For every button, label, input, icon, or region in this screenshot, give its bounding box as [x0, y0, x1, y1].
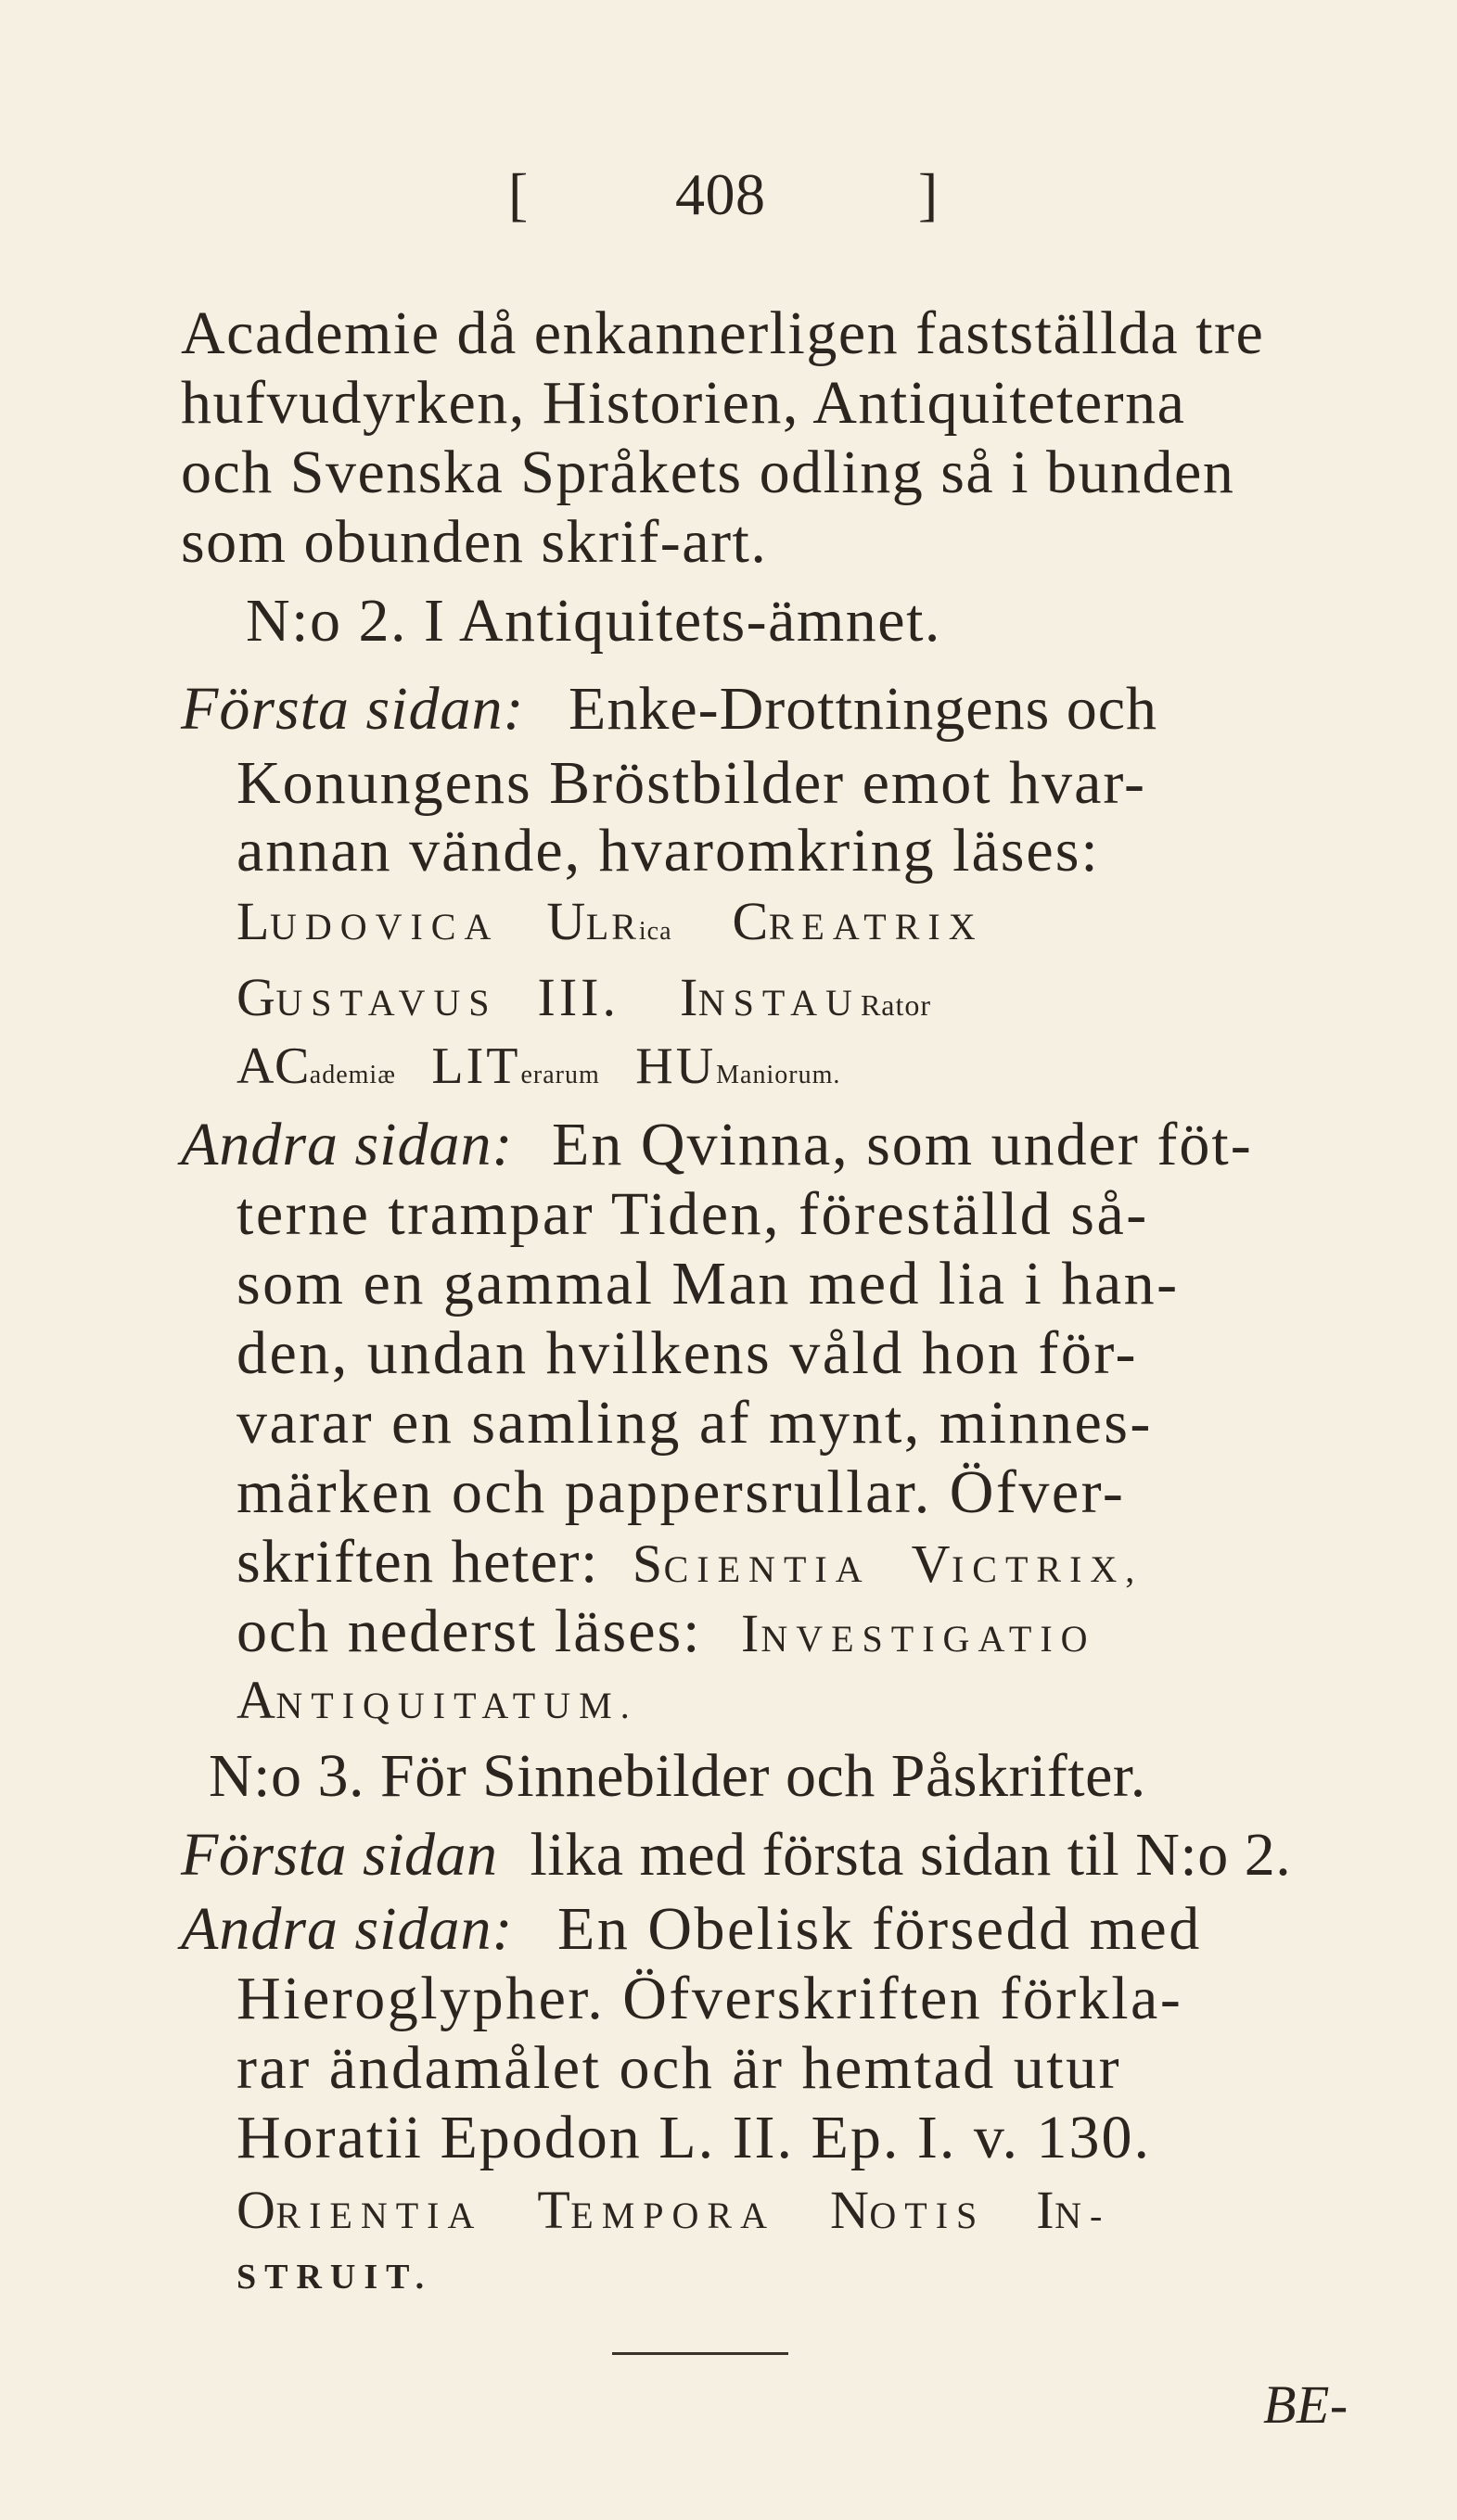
quotation-word: N-	[1054, 2195, 1111, 2236]
inscription-word: REATRIX	[768, 906, 984, 948]
quotation-word: O	[236, 2180, 276, 2240]
inscription-word: V	[911, 1534, 952, 1594]
text-line	[236, 1528, 1144, 1596]
side-label: Första sidan:	[181, 675, 525, 743]
inscription-word: I	[679, 967, 698, 1027]
inscription-word: erarum	[520, 1061, 600, 1089]
text-line: Horatii Epodon L. II. Ep. I. v. 130.	[236, 2104, 1152, 2171]
inscription-word: C	[732, 891, 769, 951]
text-line: som obunden skrif-art.	[181, 508, 768, 576]
section-heading-no3: N:o 3. För Sinnebilder och Påskrifter.	[209, 1742, 1146, 1810]
text-line: annan vände, hvaromkring läses:	[236, 817, 1100, 885]
text-line: och Svenska Språkets odling så i bunden	[181, 439, 1235, 506]
inscription-word: ICTRIX,	[951, 1548, 1144, 1590]
header-bracket-open: [	[508, 161, 529, 227]
text-line: den, undan hvilkens våld hon för-	[236, 1319, 1138, 1387]
text-run: lika med första sidan til N:o 2.	[530, 1821, 1292, 1889]
text-line: Konungens Bröstbilder emot hvar-	[236, 749, 1147, 817]
side-label: Andra sidan:	[181, 1895, 514, 1963]
quotation-word: T	[537, 2180, 571, 2240]
text-run: En Obelisk försedd med	[557, 1895, 1202, 1963]
inscription-word: UDOVICA	[269, 906, 500, 948]
inscription-word: I	[741, 1603, 761, 1663]
quotation-line-2: STRUIT.	[236, 2258, 433, 2297]
inscription-word: U	[546, 891, 586, 951]
text-line-forsta-sidan	[181, 1821, 1292, 1889]
inscription-word: Maniorum.	[716, 1061, 841, 1089]
text-line: Academie då enkannerligen fastställda tre	[181, 299, 1265, 367]
inscription-line-3	[236, 1037, 841, 1095]
text-line: varar en samling af mynt, minnes-	[236, 1389, 1153, 1457]
inscription-word: NSTAU	[697, 982, 861, 1024]
text-line-andra-sidan	[181, 1895, 1202, 1963]
quotation-word: N	[830, 2180, 870, 2240]
text-line: terne trampar Tiden, föreställd så-	[236, 1180, 1149, 1248]
inscription-word: S	[632, 1534, 664, 1594]
inscription-word: G	[236, 967, 276, 1027]
inscription-line-1	[236, 891, 984, 951]
text-line	[236, 1597, 1096, 1665]
inscription-word: USTAVUS	[275, 982, 498, 1024]
inscription-word: AC	[236, 1037, 310, 1095]
inscription-word: L	[236, 891, 270, 951]
text-line-forsta-sidan	[181, 675, 1158, 743]
text-line	[236, 1670, 638, 1730]
inscription-word: HU	[635, 1037, 717, 1095]
side-label: Första sidan	[181, 1821, 498, 1889]
inscription-word: NVESTIGATIO	[760, 1618, 1096, 1660]
quotation-line-1	[236, 2180, 1111, 2240]
inscription-word: ica	[638, 917, 672, 946]
horizontal-rule	[612, 2352, 788, 2355]
quotation-word: RIENTIA	[275, 2195, 483, 2236]
catchword: BE-	[1263, 2374, 1348, 2435]
text-line: rar ändamålet och är hemtad utur	[236, 2034, 1122, 2102]
inscription-word: III.	[537, 967, 620, 1027]
text-run: Enke-Drottningens och	[569, 675, 1158, 743]
text-line: som en gammal Man med lia i han-	[236, 1250, 1180, 1317]
inscription-word: CIENTIA	[663, 1548, 871, 1590]
side-label: Andra sidan:	[181, 1111, 514, 1178]
inscription-word: Rator	[860, 988, 932, 1022]
quotation-word: EMPORA	[570, 2195, 775, 2236]
text-run: och nederst läses:	[236, 1597, 702, 1665]
inscription-word: LR	[585, 906, 639, 948]
text-run: skriften heter:	[236, 1528, 599, 1596]
text-line: hufvudyrken, Historien, Antiquiteterna	[181, 369, 1186, 437]
page-number: 408	[675, 161, 766, 227]
inscription-word: NTIQUITATUM.	[275, 1685, 638, 1726]
section-heading-no2: N:o 2. I Antiquitets-ämnet.	[246, 587, 941, 655]
text-run: En Qvinna, som under föt-	[552, 1111, 1253, 1178]
quotation-word: OTIS	[869, 2195, 986, 2236]
quotation-word: I	[1036, 2180, 1055, 2240]
text-line: märken och pappersrullar. Öfver-	[236, 1458, 1126, 1526]
inscription-word: A	[236, 1670, 276, 1730]
inscription-word: LIT	[431, 1037, 521, 1095]
inscription-line-2	[236, 967, 932, 1027]
header-bracket-close: ]	[918, 161, 939, 227]
text-line: Hieroglypher. Öfverskriften förkla-	[236, 1965, 1183, 2032]
inscription-word: ademiæ	[309, 1061, 396, 1089]
text-line-andra-sidan	[181, 1111, 1253, 1178]
